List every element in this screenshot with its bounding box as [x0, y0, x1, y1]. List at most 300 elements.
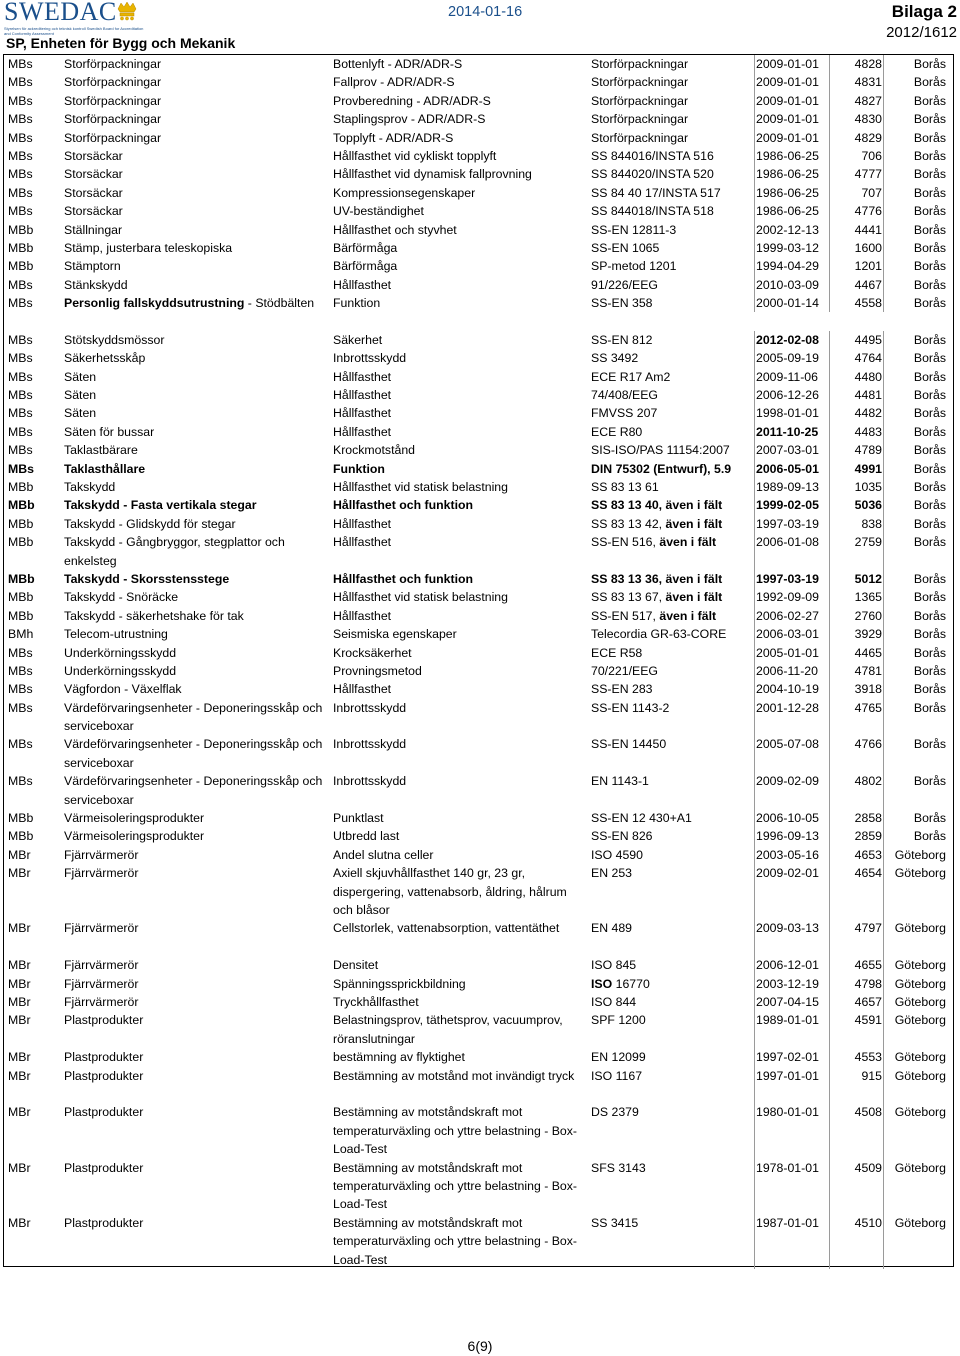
cell-date: 2006-12-26 — [756, 388, 819, 403]
cell-property: Hållfasthet vid statisk belastning — [333, 590, 508, 605]
cell-method: SS 844016/INSTA 516 — [591, 148, 714, 163]
cell-number: 4828 — [854, 57, 882, 71]
cell-location: Borås — [913, 112, 946, 127]
cell-number: 2759 — [854, 535, 882, 550]
cell-code: MBs — [8, 663, 33, 678]
cell-property: Krockmotstånd — [333, 443, 416, 458]
cell-number: 4991 — [854, 461, 882, 476]
cell-property: Axiell skjuvhållfasthet 140 gr, 23 gr, dispergering, vattenabsorb, åldring, hålrum och blåsor — [333, 866, 567, 918]
cell-property: Provningsmetod — [333, 663, 422, 678]
cell-property: Säkerhet — [333, 332, 383, 347]
column-divider — [754, 809, 755, 827]
cell-code: MBb — [8, 222, 34, 237]
cell-location: Borås — [913, 332, 946, 347]
cell-date: 1986-06-25 — [756, 148, 819, 163]
column-divider — [883, 919, 884, 956]
cell-date: 2009-01-01 — [756, 93, 819, 108]
cell-method-bold: ISO — [591, 976, 613, 991]
cell-number: 4591 — [854, 1013, 882, 1028]
cell-number: 4829 — [854, 130, 882, 145]
column-divider — [883, 827, 884, 845]
swedac-logo — [2, 1, 142, 37]
column-divider — [829, 644, 830, 662]
column-divider — [883, 404, 884, 422]
cell-method: SS 3492 — [591, 351, 639, 366]
column-divider — [754, 441, 755, 459]
cell-property: UV-beständighet — [333, 204, 424, 219]
cell-code: MBs — [8, 148, 33, 163]
column-divider — [883, 993, 884, 1011]
cell-code: MBr — [8, 1050, 31, 1065]
table-row — [4, 956, 953, 974]
table-row — [4, 110, 953, 128]
cell-date: 2006-05-01 — [756, 461, 819, 476]
column-divider — [883, 460, 884, 478]
cell-method: EN 253 — [591, 866, 633, 881]
cell-code: MBb — [8, 259, 34, 274]
cell-product: Takskydd — [64, 479, 116, 494]
cell-product: Fjärrvärmerör — [64, 976, 139, 991]
cell-number: 4781 — [854, 663, 882, 678]
cell-method: Telecordia GR-63-CORE — [591, 627, 727, 642]
cell-method — [591, 515, 753, 533]
cell-product: Plastprodukter — [64, 1068, 144, 1083]
cell-date: 1987-01-01 — [756, 1215, 819, 1230]
cell-product: Fjärrvärmerör — [64, 921, 139, 936]
column-divider — [883, 92, 884, 110]
cell-location: Borås — [913, 443, 946, 458]
cell-location: Göteborg — [894, 1160, 946, 1175]
column-divider — [883, 846, 884, 864]
cell-code: MBb — [8, 608, 34, 623]
column-divider — [829, 1011, 830, 1048]
cell-location: Borås — [913, 167, 946, 182]
column-divider — [754, 276, 755, 294]
cell-product: Fjärrvärmerör — [64, 958, 139, 973]
cell-product: Värdeförvaringsenheter - Deponeringsskåp och serviceboxar — [64, 737, 323, 770]
column-divider — [883, 165, 884, 183]
column-divider — [754, 772, 755, 809]
column-divider — [754, 349, 755, 367]
cell-method: DIN 75302 (Entwurf), 5.9 — [591, 461, 732, 476]
column-divider — [754, 239, 755, 257]
column-divider — [829, 680, 830, 698]
column-divider — [829, 349, 830, 367]
cell-method-text: SS-EN 517, — [591, 608, 660, 623]
table-row — [4, 331, 953, 349]
column-divider — [883, 368, 884, 386]
table-row — [4, 276, 953, 294]
column-divider — [754, 1214, 755, 1269]
cell-product: Storsäckar — [64, 167, 123, 182]
cell-number: 838 — [861, 516, 882, 531]
cell-location: Göteborg — [894, 1105, 946, 1120]
cell-number: 3918 — [854, 682, 882, 697]
table-row — [4, 239, 953, 257]
cell-method: DS 2379 — [591, 1105, 639, 1120]
column-divider — [754, 55, 755, 73]
cell-date: 2005-07-08 — [756, 737, 819, 752]
cell-code: MBs — [8, 93, 33, 108]
cell-code: MBb — [8, 535, 34, 550]
table-row — [4, 699, 953, 736]
cell-code: MBs — [8, 737, 33, 752]
cell-code: MBb — [8, 829, 34, 844]
column-divider — [754, 331, 755, 349]
cell-product: Ställningar — [64, 222, 123, 237]
table-spacer — [4, 312, 953, 330]
cell-code: MBs — [8, 332, 33, 347]
column-divider — [829, 404, 830, 422]
cell-code: MBs — [8, 443, 33, 458]
cell-number: 4657 — [854, 995, 882, 1010]
cell-code: MBs — [8, 682, 33, 697]
cell-date: 2005-01-01 — [756, 645, 819, 660]
cell-method: SS 844018/INSTA 518 — [591, 204, 714, 219]
table-row — [4, 92, 953, 110]
cell-date: 1986-06-25 — [756, 167, 819, 182]
cell-location: Borås — [913, 700, 946, 715]
cell-product: Storförpackningar — [64, 112, 162, 127]
column-divider — [754, 735, 755, 772]
cell-location: Borås — [913, 627, 946, 642]
cell-product: Värmeisoleringsprodukter — [64, 829, 205, 844]
cell-product: Underkörningsskydd — [64, 663, 177, 678]
cell-method: FMVSS 207 — [591, 406, 658, 421]
table-row — [4, 129, 953, 147]
cell-location: Borås — [913, 645, 946, 660]
cell-property: Bestämning av motstånd mot invändigt tryck — [333, 1068, 575, 1083]
cell-location: Borås — [913, 57, 946, 71]
cell-product: Fjärrvärmerör — [64, 866, 139, 881]
cell-location: Borås — [913, 571, 946, 586]
column-divider — [754, 1103, 755, 1158]
column-divider — [754, 165, 755, 183]
column-divider — [883, 772, 884, 809]
column-divider — [883, 349, 884, 367]
cell-date: 2012-02-08 — [756, 332, 819, 347]
cell-property: Provberedning - ADR/ADR-S — [333, 93, 491, 108]
cell-property: Inbrottsskydd — [333, 351, 407, 366]
cell-code: MBs — [8, 296, 33, 311]
cell-property: Cellstorlek, vattenabsorption, vattentäthet — [333, 921, 560, 936]
column-divider — [754, 294, 755, 312]
cell-number: 4831 — [854, 75, 882, 90]
table-row — [4, 1048, 953, 1066]
cell-number: 4765 — [854, 700, 882, 715]
column-divider — [829, 460, 830, 478]
cell-product: Storförpackningar — [64, 57, 162, 71]
cell-location: Borås — [913, 774, 946, 789]
cell-product: Storsäckar — [64, 204, 123, 219]
cell-number: 5036 — [854, 498, 882, 513]
cell-location: Borås — [913, 369, 946, 384]
column-divider — [754, 147, 755, 165]
table-row — [4, 662, 953, 680]
table-row — [4, 349, 953, 367]
column-divider — [829, 846, 830, 864]
cell-date: 1992-09-09 — [756, 590, 819, 605]
cell-code: MBs — [8, 75, 33, 90]
cell-property: Krocksäkerhet — [333, 645, 412, 660]
cell-product: Underkörningsskydd — [64, 645, 177, 660]
cell-product — [64, 294, 329, 312]
column-divider — [754, 92, 755, 110]
cell-number: 4480 — [854, 369, 882, 384]
cell-location: Göteborg — [894, 1013, 946, 1028]
column-divider — [829, 662, 830, 680]
column-divider — [829, 92, 830, 110]
cell-method: SS-EN 826 — [591, 829, 653, 844]
cell-product: Säten — [64, 388, 97, 403]
column-divider — [883, 1103, 884, 1158]
cell-number: 4483 — [854, 424, 882, 439]
table-row — [4, 294, 953, 312]
column-divider — [754, 386, 755, 404]
cell-method — [591, 588, 753, 606]
column-divider — [754, 993, 755, 1011]
column-divider — [883, 221, 884, 239]
column-divider — [829, 1048, 830, 1066]
cell-property: Hållfasthet — [333, 369, 392, 384]
cell-method: SS-EN 283 — [591, 682, 653, 697]
cell-date: 2009-01-01 — [756, 75, 819, 90]
cell-code: MBb — [8, 498, 35, 513]
column-divider — [829, 956, 830, 974]
cell-date: 1997-02-01 — [756, 1050, 819, 1065]
cell-property: Hållfasthet — [333, 424, 392, 439]
column-divider — [829, 73, 830, 91]
cell-product: Plastprodukter — [64, 1050, 144, 1065]
column-divider — [883, 515, 884, 533]
cell-number: 4777 — [854, 167, 882, 182]
cell-location: Göteborg — [894, 1068, 946, 1083]
cell-number: 706 — [861, 148, 882, 163]
cell-number: 1201 — [854, 259, 882, 274]
table-row — [4, 809, 953, 827]
column-divider — [829, 1067, 830, 1104]
cell-code: MBb — [8, 240, 34, 255]
crown-icon — [116, 1, 138, 21]
column-divider — [829, 625, 830, 643]
column-divider — [829, 202, 830, 220]
cell-number: 1035 — [854, 479, 882, 494]
column-divider — [829, 257, 830, 275]
cell-code: MBs — [8, 369, 33, 384]
column-divider — [883, 73, 884, 91]
cell-date: 1986-06-25 — [756, 185, 819, 200]
column-divider — [829, 386, 830, 404]
cell-date: 1989-09-13 — [756, 479, 819, 494]
column-divider — [829, 147, 830, 165]
column-divider — [883, 239, 884, 257]
column-divider — [829, 478, 830, 496]
cell-date: 2000-01-14 — [756, 296, 819, 311]
column-divider — [754, 533, 755, 570]
cell-product: Värmeisoleringsprodukter — [64, 811, 205, 826]
cell-method: SS 84 40 17/INSTA 517 — [591, 185, 721, 200]
cell-location: Borås — [913, 424, 946, 439]
cell-product: Storförpackningar — [64, 93, 162, 108]
cell-product: Säten för bussar — [64, 424, 155, 439]
cell-date: 2007-03-01 — [756, 443, 819, 458]
cell-property: Topplyft - ADR/ADR-S — [333, 130, 454, 145]
cell-method: SS 83 13 40, även i fält — [591, 498, 723, 513]
cell-code: MBb — [8, 516, 34, 531]
cell-property: Bärförmåga — [333, 240, 398, 255]
cell-number: 4798 — [854, 976, 882, 991]
column-divider — [754, 864, 755, 919]
cell-method: Storförpackningar — [591, 112, 689, 127]
table-row — [4, 993, 953, 1011]
table-row — [4, 680, 953, 698]
cell-product: Plastprodukter — [64, 1215, 144, 1230]
column-divider — [883, 55, 884, 73]
cell-method: ECE R17 Am2 — [591, 369, 671, 384]
column-divider — [883, 294, 884, 312]
column-divider — [829, 55, 830, 73]
column-divider — [829, 570, 830, 588]
cell-property: Bottenlyft - ADR/ADR-S — [333, 57, 463, 71]
column-divider — [754, 129, 755, 147]
cell-method: SS-EN 1065 — [591, 240, 660, 255]
cell-number: 4830 — [854, 112, 882, 127]
column-divider — [754, 110, 755, 128]
cell-number: 4495 — [854, 332, 882, 347]
cell-method-bold: även i fält — [665, 516, 723, 531]
cell-product: Plastprodukter — [64, 1013, 144, 1028]
column-divider — [754, 478, 755, 496]
cell-product: Takskydd - säkerhetshake för tak — [64, 608, 244, 623]
page-header — [0, 0, 960, 54]
column-divider — [883, 496, 884, 514]
table-row — [4, 846, 953, 864]
column-divider — [754, 1067, 755, 1104]
table-row — [4, 864, 953, 919]
cell-property: Densitet — [333, 958, 379, 973]
accreditation-table — [3, 54, 954, 1267]
table-row — [4, 257, 953, 275]
cell-property: Fallprov - ADR/ADR-S — [333, 75, 455, 90]
cell-code: MBs — [8, 700, 33, 715]
cell-property: Staplingsprov - ADR/ADR-S — [333, 112, 486, 127]
page-number: 6(9) — [467, 1338, 493, 1354]
column-divider — [829, 423, 830, 441]
column-divider — [829, 221, 830, 239]
cell-code: MBb — [8, 590, 34, 605]
cell-location: Borås — [913, 259, 946, 274]
cell-date: 2002-12-13 — [756, 222, 819, 237]
cell-location: Borås — [913, 535, 946, 550]
cell-product: Takskydd - Fasta vertikala stegar — [64, 498, 257, 513]
cell-property: Punktlast — [333, 811, 384, 826]
cell-number: 4510 — [854, 1215, 882, 1230]
cell-location: Göteborg — [894, 866, 946, 881]
cell-method-text: SS-EN 516, — [591, 535, 660, 550]
column-divider — [883, 110, 884, 128]
cell-code: MBb — [8, 479, 34, 494]
cell-location: Borås — [913, 590, 946, 605]
cell-product: Takskydd - Glidskydd för stegar — [64, 516, 236, 531]
cell-method: Storförpackningar — [591, 130, 689, 145]
reference-number: 2012/1612 — [886, 24, 957, 41]
cell-property: Bestämning av motståndskraft mot temperaturväxling och yttre belastning - Box-Load-Test — [333, 1105, 578, 1157]
column-divider — [754, 956, 755, 974]
table-row — [4, 368, 953, 386]
cell-number: 4558 — [854, 296, 882, 311]
cell-method: EN 1143-1 — [591, 774, 649, 789]
cell-method: SS-EN 14450 — [591, 737, 667, 752]
column-divider — [883, 975, 884, 993]
column-divider — [829, 239, 830, 257]
cell-property: Tryckhållfasthet — [333, 995, 419, 1010]
cell-property: Hållfasthet vid statisk belastning — [333, 479, 508, 494]
table-row — [4, 607, 953, 625]
cell-location: Göteborg — [894, 1050, 946, 1065]
cell-property: Inbrottsskydd — [333, 774, 407, 789]
table-row — [4, 460, 953, 478]
cell-location: Borås — [913, 608, 946, 623]
cell-method: EN 12099 — [591, 1050, 646, 1065]
cell-date: 2009-02-01 — [756, 866, 819, 881]
cell-date: 2009-02-09 — [756, 774, 819, 789]
cell-date: 1999-02-05 — [756, 498, 819, 513]
column-divider — [754, 644, 755, 662]
cell-date: 2009-01-01 — [756, 112, 819, 127]
cell-date: 1994-04-29 — [756, 259, 819, 274]
column-divider — [829, 607, 830, 625]
cell-method: Storförpackningar — [591, 93, 689, 108]
cell-location: Borås — [913, 682, 946, 697]
cell-location: Borås — [913, 479, 946, 494]
column-divider — [883, 1214, 884, 1269]
table-row — [4, 1214, 953, 1269]
cell-property: Andel slutna celler — [333, 847, 434, 862]
cell-product: Takskydd - Skorsstensstege — [64, 571, 230, 586]
column-divider — [754, 680, 755, 698]
cell-product: Plastprodukter — [64, 1160, 144, 1175]
document-date: 2014-01-16 — [448, 4, 523, 20]
cell-method: SIS-ISO/PAS 11154:2007 — [591, 443, 730, 458]
column-divider — [883, 1011, 884, 1048]
cell-method — [591, 533, 753, 551]
cell-product: Takskydd - Snöräcke — [64, 590, 179, 605]
cell-date: 2006-03-01 — [756, 627, 819, 642]
cell-property: Hållfasthet och funktion — [333, 571, 474, 586]
cell-product: Storförpackningar — [64, 75, 162, 90]
column-divider — [829, 165, 830, 183]
cell-method — [591, 975, 753, 993]
column-divider — [754, 699, 755, 736]
column-divider — [829, 331, 830, 349]
cell-location: Borås — [913, 296, 946, 311]
column-divider — [754, 202, 755, 220]
cell-property: Belastningsprov, täthetsprov, vacuumprov, röranslutningar — [333, 1013, 563, 1046]
cell-number: 2760 — [854, 608, 882, 623]
cell-location: Borås — [913, 811, 946, 826]
column-divider — [829, 1214, 830, 1269]
cell-number: 4509 — [854, 1160, 882, 1175]
table-row — [4, 735, 953, 772]
cell-code: MBs — [8, 774, 33, 789]
column-divider — [883, 147, 884, 165]
column-divider — [829, 1103, 830, 1158]
cell-code: MBb — [8, 571, 35, 586]
cell-number: 915 — [861, 1068, 882, 1083]
cell-code: MBs — [8, 388, 33, 403]
cell-product: Säten — [64, 406, 97, 421]
cell-product: Stämptorn — [64, 259, 121, 274]
